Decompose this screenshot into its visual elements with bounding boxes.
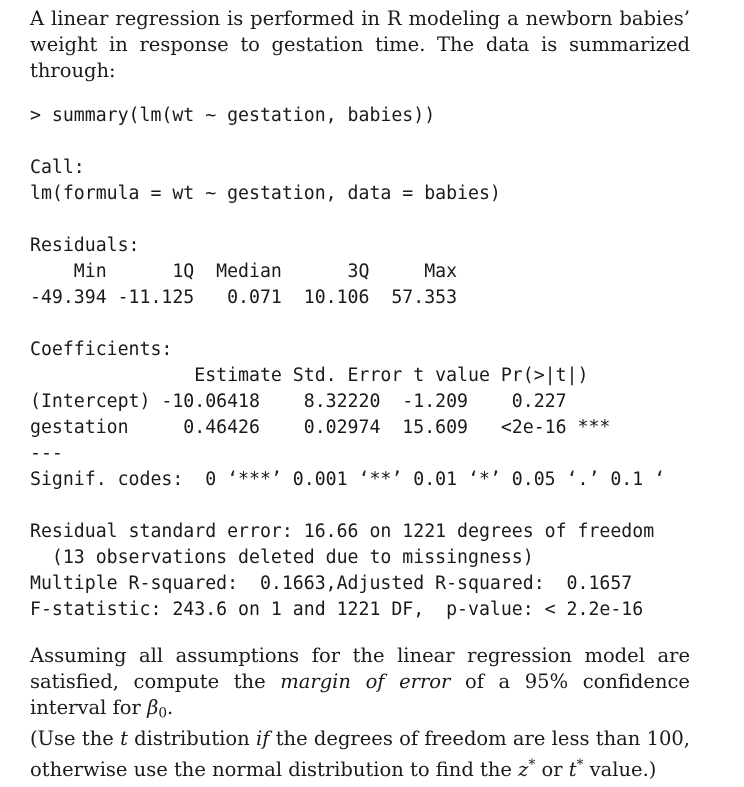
coef-gestation-row: gestation 0.46426 0.02974 15.609 <2e-16 *** [30,417,611,438]
margin-of-error-emphasis: margin of error [280,670,451,693]
note-paragraph [30,726,690,783]
residuals-header: Residuals: [30,235,140,256]
note-text: distribution [127,727,256,751]
note-text: or [535,758,569,782]
separator: --- [30,443,63,464]
r-output [30,155,690,623]
rsq-line: Multiple R-squared: 0.1663,Adjusted R-squared: 0.1657 [30,573,633,594]
call-header: Call: [30,157,85,178]
blank-line [30,311,690,337]
beta-symbol: β [147,696,159,719]
coef-columns: Estimate Std. Error t value Pr(>|t|) [30,365,589,386]
beta-subscript: 0 [158,705,168,722]
missing-line: (13 observations deleted due to missingness) [30,547,534,568]
fstat-line: F-statistic: 243.6 on 1 and 1221 DF, p-value: < 2.2e-16 [30,599,644,620]
t-symbol: t [568,758,577,782]
t-star: * [576,757,584,774]
question-document [30,6,690,783]
z-symbol: z [518,758,529,782]
task-text: of a 95% confidence interval for [30,670,690,719]
note-text: (Use the [30,727,121,751]
coef-intercept-row: (Intercept) -10.06418 8.32220 -1.209 0.227 [30,391,567,412]
spacer [30,623,690,643]
if-emphasis: if [255,727,270,751]
note-text: value.) [583,758,657,782]
intro-paragraph: A linear regression is performed in R modeling a newborn babies’ weight in response to gestation time. The data is summarized through: [30,7,690,82]
task-text: . [167,696,174,719]
spacer [30,84,690,103]
task-paragraph [30,643,690,726]
coefficients-header: Coefficients: [30,339,173,360]
residuals-values: -49.394 -11.125 0.071 10.106 57.353 [30,287,458,308]
t-symbol: t [120,727,128,751]
residuals-labels: Min 1Q Median 3Q Max [30,261,458,282]
r-command: > summary(lm(wt ~ gestation, babies)) [30,105,436,126]
blank-line [30,493,690,519]
z-star: * [528,757,536,774]
call-formula: lm(formula = wt ~ gestation, data = babies) [30,183,501,204]
signif-codes: Signif. codes: 0 ‘***’ 0.001 ‘**’ 0.01 ‘*’ 0.05 ‘.’ 0.1 ‘ [30,469,666,490]
note-text: the degrees of freedom are less than 100, otherwise use the normal distribution to find the [30,727,690,782]
task-text: Assuming all assumptions for the linear regression model are satisfied, compute the [30,644,690,693]
blank-line [30,207,690,233]
rse-line: Residual standard error: 16.66 on 1221 degrees of freedom [30,521,655,542]
spacer [30,129,690,155]
